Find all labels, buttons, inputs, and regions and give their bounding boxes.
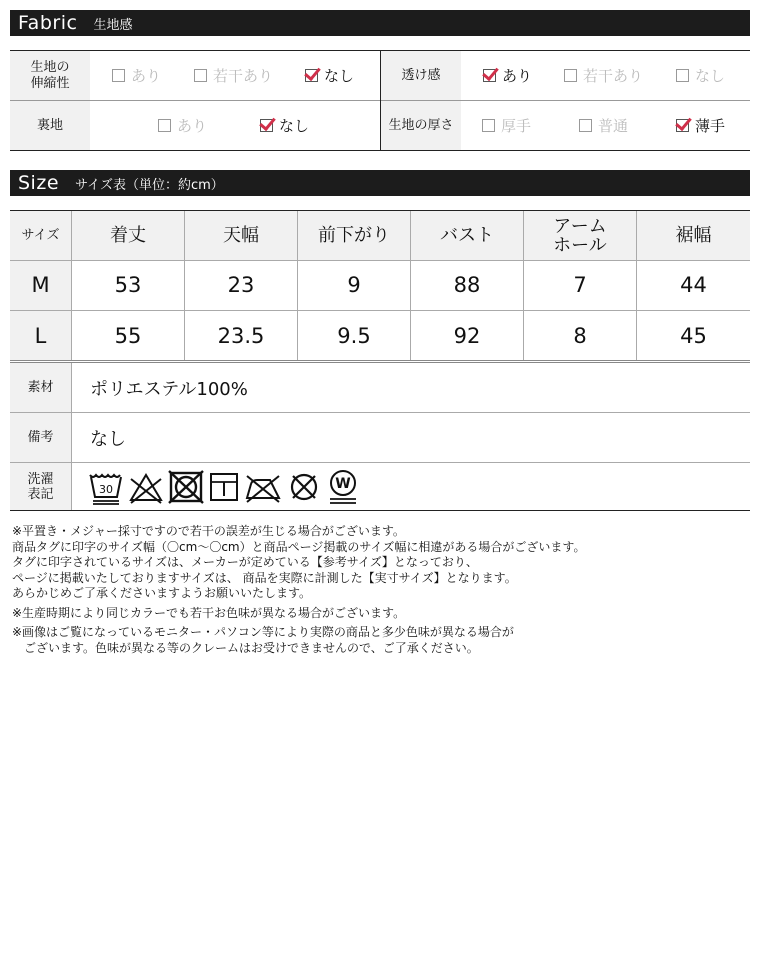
checkbox-icon	[579, 119, 592, 132]
table-cell: 9	[297, 261, 410, 310]
table-cell: 88	[410, 261, 523, 310]
checkbox-icon	[564, 69, 577, 82]
wash-30-icon	[88, 469, 124, 505]
wet-clean-icon	[326, 468, 360, 506]
size-title-en: Size	[18, 172, 60, 194]
table-cell: 92	[410, 311, 523, 361]
no-tumble-dry-icon	[168, 469, 204, 505]
thickness-option-thick[interactable]: 厚手	[482, 101, 531, 150]
table-cell: 55	[71, 311, 184, 361]
checkmark-icon	[483, 69, 496, 82]
note-line: ※画像はご覧になっているモニター・パソコン等により実際の商品と多少色味が異なる場合が	[12, 625, 514, 639]
note-line: ございます。色味が異なる等のクレームはお受けできませんので、ご了承ください。	[12, 640, 479, 655]
column-header: 天幅	[184, 211, 297, 260]
sheer-option-no[interactable]: なし	[676, 51, 725, 100]
table-cell: 7	[523, 261, 636, 310]
checkbox-icon	[676, 69, 689, 82]
thickness-option-thin[interactable]: 薄手	[676, 101, 725, 150]
fabric-title-jp: 生地感	[93, 17, 133, 33]
material-row	[10, 363, 750, 413]
checkbox-icon	[482, 119, 495, 132]
size-label: M	[10, 261, 71, 310]
fabric-section-header	[10, 10, 750, 36]
table-cell: 23.5	[184, 311, 297, 361]
table-cell: 9.5	[297, 311, 410, 361]
stretch-label: 生地の 伸縮性	[10, 51, 90, 100]
remarks-value: なし	[71, 413, 750, 462]
remarks-label: 備考	[10, 413, 71, 462]
table-cell: 23	[184, 261, 297, 310]
stretch-option-no[interactable]: なし	[305, 51, 354, 100]
size-label: L	[10, 311, 71, 361]
line-dry-icon	[208, 469, 240, 505]
column-header: 前下がり	[297, 211, 410, 260]
lining-option-yes[interactable]: あり	[158, 101, 207, 150]
note-line: ※平置き・メジャー採寸ですので若干の誤差が生じる場合がございます。	[12, 524, 405, 538]
no-dry-clean-icon	[286, 469, 322, 505]
column-header: バスト	[410, 211, 523, 260]
size-corner-header: サイズ	[10, 211, 71, 260]
size-title-jp: サイズ表（単位：約cm）	[75, 177, 224, 193]
thickness-label: 生地の厚さ	[381, 101, 461, 150]
no-bleach-icon	[128, 469, 164, 505]
table-cell: 8	[523, 311, 636, 361]
column-header: 着丈	[71, 211, 184, 260]
table-cell: 53	[71, 261, 184, 310]
lining-label: 裏地	[10, 101, 90, 150]
note-line: タグに印字されているサイズは、メーカーが定めている【参考サイズ】となっており、	[12, 555, 478, 569]
thickness-option-normal[interactable]: 普通	[579, 101, 628, 150]
stretch-option-yes[interactable]: あり	[112, 51, 161, 100]
note-line: 商品タグに印字のサイズ幅（〇cm〜〇cm）と商品ページ掲載のサイズ幅に相違がある場合がございます。	[12, 539, 586, 554]
care-symbols	[71, 463, 750, 510]
sheer-option-slight[interactable]: 若干あり	[564, 51, 643, 100]
notes	[12, 524, 752, 656]
material-label: 素材	[10, 363, 71, 412]
no-iron-icon	[244, 469, 282, 505]
fabric-title-en: Fabric	[18, 12, 78, 34]
lining-option-no[interactable]: なし	[260, 101, 309, 150]
svg-text:W: W	[335, 475, 351, 492]
size-table	[10, 210, 750, 361]
sheer-label: 透け感	[381, 51, 461, 100]
checkmark-icon	[260, 119, 273, 132]
stretch-option-slight[interactable]: 若干あり	[194, 51, 273, 100]
column-header: 裾幅	[636, 211, 750, 260]
column-header-armhole: アーム ホール	[523, 211, 636, 260]
checkmark-icon	[676, 119, 689, 132]
svg-text:30: 30	[99, 482, 113, 496]
table-cell: 44	[636, 261, 750, 310]
checkbox-icon	[158, 119, 171, 132]
size-table-header-row	[10, 211, 750, 261]
table-row	[10, 311, 750, 361]
remarks-row	[10, 413, 750, 463]
fabric-table	[10, 50, 750, 151]
checkbox-icon	[194, 69, 207, 82]
care-label: 洗濯 表記	[10, 463, 71, 510]
material-value: ポリエステル100%	[71, 363, 750, 412]
size-section-header	[10, 170, 750, 196]
table-row	[10, 261, 750, 311]
checkmark-icon	[305, 69, 318, 82]
table-cell: 45	[636, 311, 750, 361]
note-line: ※生産時期により同じカラーでも若干お色味が異なる場合がございます。	[12, 605, 406, 620]
note-line: ページに掲載いたしておりますサイズは、 商品を実際に計測した【実寸サイズ】となります。	[12, 570, 517, 585]
care-row	[10, 463, 750, 511]
fabric-divider	[380, 51, 381, 151]
sheer-option-yes[interactable]: あり	[483, 51, 532, 100]
note-line: あらかじめご了承くださいますようお願いいたします。	[12, 586, 312, 600]
checkbox-icon	[112, 69, 125, 82]
